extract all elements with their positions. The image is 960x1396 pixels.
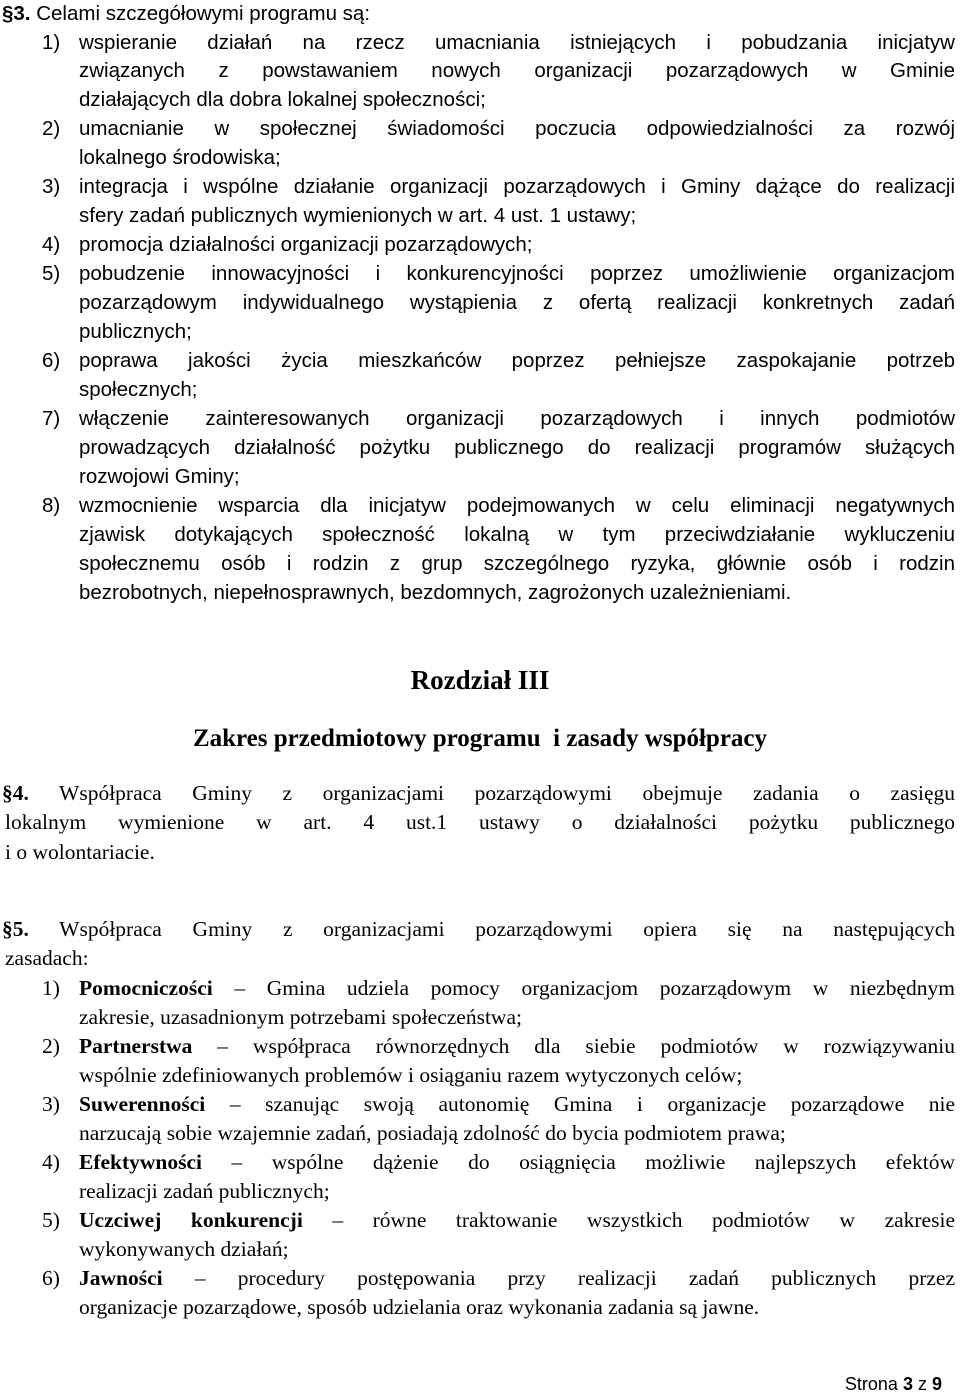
principle-num: 6) — [42, 1266, 60, 1290]
principle-line: Pomocniczości – Gmina udziela pomocy organizacjom pozarządowym w niezbędnym — [79, 976, 955, 1000]
principle-line: Jawności – procedury postępowania przy realizacji zadań publicznych przez — [79, 1266, 955, 1290]
list-item-line: włączenie zainteresowanych organizacji pozarządowych i innych podmiotów — [79, 407, 955, 430]
section-4-line: §4. Współpraca Gminy z organizacjami pozarządowymi obejmuje zadania o zasięgu — [2, 781, 955, 805]
list-item-line: promocja działalności organizacji pozarządowych; — [79, 233, 533, 256]
list-item-line: wzmocnienie wsparcia dla inicjatyw podejmowanych w celu eliminacji negatywnych — [79, 494, 955, 517]
list-item-num: 5) — [42, 262, 61, 285]
list-item-line: działających dla dobra lokalnej społeczności; — [79, 88, 486, 111]
list-item-line: pobudzenie innowacyjności i konkurencyjności poprzez umożliwienie organizacjom — [79, 262, 955, 285]
principle-line: wykonywanych działań; — [79, 1237, 289, 1261]
list-item-line: społecznych; — [79, 378, 198, 401]
list-item-num: 6) — [42, 349, 61, 372]
principle-num: 5) — [42, 1208, 60, 1232]
section-5-line: zasadach: — [5, 946, 89, 970]
list-item-line: integracja i wspólne działanie organizacji pozarządowych i Gminy dążące do realizacji — [79, 175, 955, 198]
list-item-num: 2) — [42, 117, 61, 140]
principle-line: organizacje pozarządowe, sposób udzielania oraz wykonania zadania są jawne. — [79, 1295, 760, 1319]
principle-num: 3) — [42, 1092, 60, 1116]
principle-num: 4) — [42, 1150, 60, 1174]
principle-line: Suwerenności – szanując swoją autonomię Gmina i organizacje pozarządowe nie — [79, 1092, 955, 1116]
list-item-line: lokalnego środowiska; — [79, 146, 281, 169]
list-item-line: wspieranie działań na rzecz umacniania istniejących i pobudzania inicjatyw — [79, 31, 955, 54]
principle-num: 1) — [42, 976, 60, 1000]
list-item-line: pozarządowym indywidualnego wystąpienia z ofertą realizacji konkretnych zadań — [79, 291, 955, 314]
list-item-num: 3) — [42, 175, 61, 198]
section-5-line: §5. Współpraca Gminy z organizacjami pozarządowymi opiera się na następujących — [2, 917, 955, 941]
chapter-title: Rozdział III — [410, 665, 550, 695]
principle-num: 2) — [42, 1034, 60, 1058]
section-4-line: lokalnym wymienione w art. 4 ust.1 ustawy o działalności pożytku publicznego — [5, 810, 955, 834]
principle-line: narzucają sobie wzajemnie zadań, posiadają zdolność do bycia podmiotem prawa; — [79, 1121, 786, 1145]
page-footer: Strona 3 z 9 — [844, 1374, 942, 1394]
list-item-line: sfery zadań publicznych wymienionych w art. 4 ust. 1 ustawy; — [79, 204, 637, 227]
list-item-num: 1) — [42, 31, 61, 54]
principle-line: Uczciwej konkurencji – równe traktowanie wszystkich podmiotów w zakresie — [79, 1208, 955, 1232]
section-4-line: i o wolontariacie. — [5, 840, 155, 864]
list-item-line: związanych z powstawaniem nowych organizacji pozarządowych w Gminie — [79, 59, 955, 82]
principle-line: Partnerstwa – współpraca równorzędnych dla siebie podmiotów w rozwiązywaniu — [79, 1034, 955, 1058]
list-item-line: prowadzących działalność pożytku publicznego do realizacji programów służących — [79, 436, 955, 459]
list-item-line: poprawa jakości życia mieszkańców poprzez pełniejsze zaspokajanie potrzeb — [79, 349, 955, 372]
chapter-subtitle: Zakres przedmiotowy programu i zasady współpracy — [192, 725, 768, 752]
principle-line: wspólnie zdefiniowanych problemów i osiąganiu razem wytyczonych celów; — [79, 1063, 743, 1087]
list-item-line: bezrobotnych, niepełnosprawnych, bezdomnych, zagrożonych uzależnieniami. — [79, 581, 792, 604]
list-item-line: zjawisk dotykających społeczność lokalną w tym przeciwdziałanie wykluczeniu — [79, 523, 955, 546]
list-item-line: społecznemu osób i rodzin z grup szczególnego ryzyka, głównie osób i rodzin — [79, 552, 955, 575]
list-item-num: 7) — [42, 407, 61, 430]
list-item-line: publicznych; — [79, 320, 192, 343]
list-item-line: umacnianie w społecznej świadomości poczucia odpowiedzialności za rozwój — [79, 117, 955, 140]
principle-line: Efektywności – wspólne dążenie do osiągnięcia możliwie najlepszych efektów — [79, 1150, 955, 1174]
list-item-num: 4) — [42, 233, 61, 256]
list-item-line: rozwojowi Gminy; — [79, 465, 240, 488]
principle-line: realizacji zadań publicznych; — [79, 1179, 330, 1203]
section-3-header: §3. Celami szczegółowymi programu są: — [2, 2, 371, 25]
list-item-num: 8) — [42, 494, 61, 517]
principle-line: zakresie, uzasadnionym potrzebami społeczeństwa; — [79, 1005, 522, 1029]
